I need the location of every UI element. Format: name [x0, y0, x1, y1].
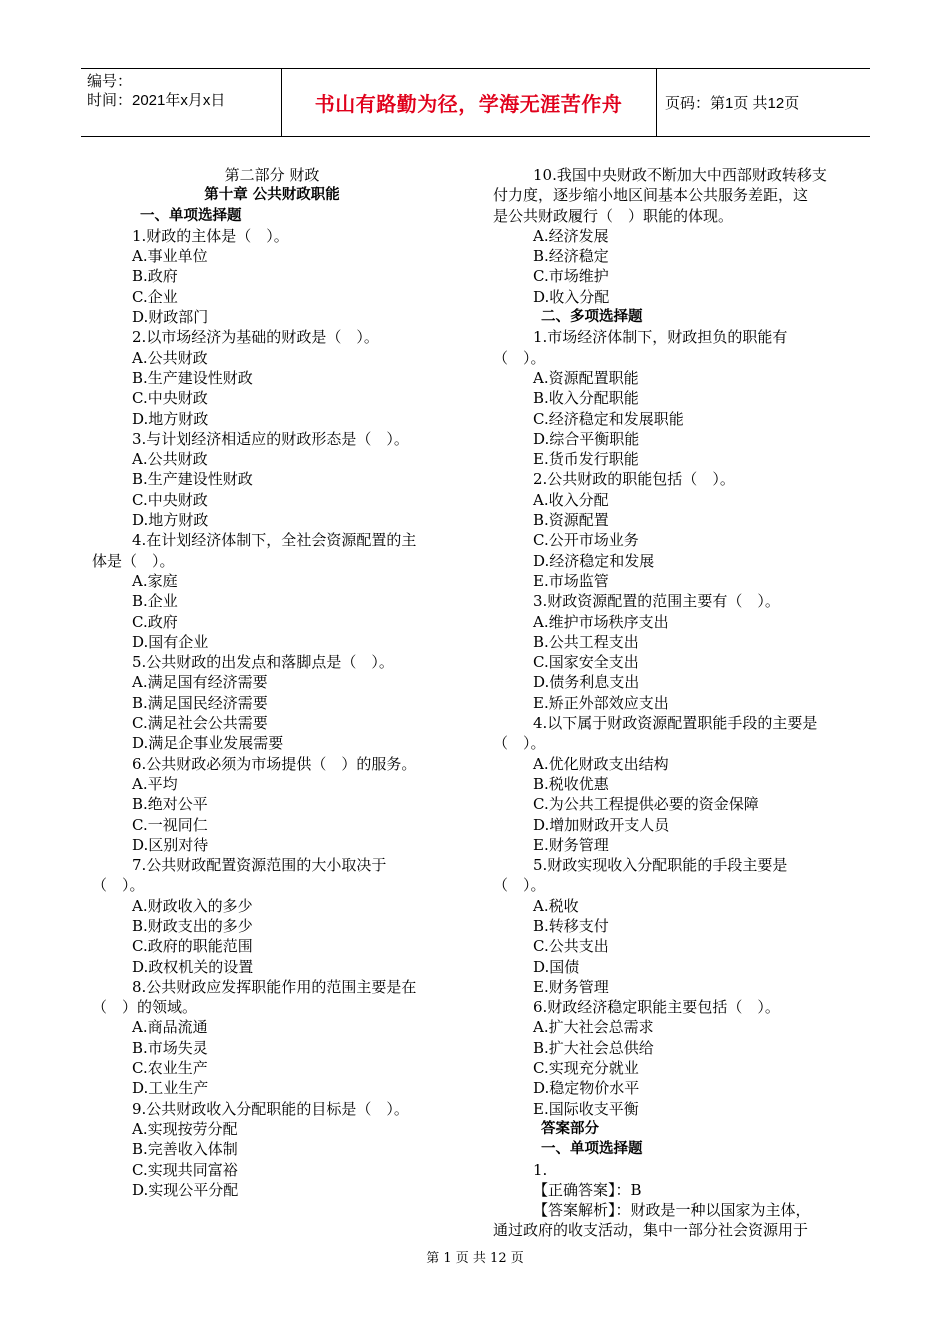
text-line: A.满足国有经济需要 [132, 673, 268, 692]
text-line: 第十章 公共财政职能 [204, 187, 340, 204]
text-line: D.政权机关的设置 [132, 957, 254, 976]
text-line: A.实现按劳分配 [132, 1119, 238, 1138]
text-line: 第二部分 财政 [224, 166, 320, 184]
text-line: A.事业单位 [132, 247, 208, 266]
text-line: 通过政府的收支活动，集中一部分社会资源用于 [493, 1221, 809, 1240]
text-line: A.财政收入的多少 [132, 896, 253, 915]
text-line: C.政府的职能范围 [132, 937, 253, 956]
text-line: C.满足社会公共需要 [132, 714, 268, 733]
text-line: E.财务管理 [533, 977, 609, 996]
text-line: C.公开市场业务 [533, 531, 639, 550]
text-line: 6.财政经济稳定职能主要包括（ ）。 [533, 998, 780, 1017]
text-line: 3.与计划经济相适应的财政形态是（ ）。 [132, 429, 409, 448]
text-line: E.矫正外部效应支出 [533, 693, 669, 712]
text-line: A.扩大社会总需求 [533, 1018, 654, 1037]
text-line: B.收入分配职能 [533, 389, 639, 408]
text-line: C.企业 [132, 287, 178, 306]
text-line: （ ）的领域。 [92, 998, 198, 1017]
text-line: 体是（ ）。 [92, 551, 175, 570]
text-line: B.税收优惠 [533, 774, 609, 793]
text-line: D.工业生产 [132, 1079, 209, 1098]
text-line: 10.我国中央财政不断加大中西部财政转移支 [533, 166, 827, 184]
text-line: D.地方财政 [132, 511, 209, 530]
text-line: 4.以下属于财政资源配置职能手段的主要是 [533, 714, 818, 733]
header-meta [87, 72, 225, 110]
text-line: 【正确答案】：B [533, 1180, 642, 1199]
text-line: A.商品流通 [132, 1018, 208, 1037]
left-column [92, 165, 452, 1200]
text-line: 二、多项选择题 [541, 309, 643, 326]
text-line: C.中央财政 [132, 389, 208, 408]
text-line: C.中央财政 [132, 490, 208, 509]
text-line: C.市场维护 [533, 267, 609, 286]
text-line: B.财政支出的多少 [132, 916, 253, 935]
text-line: C.为公共工程提供必要的资金保障 [533, 795, 759, 814]
text-line: A.家庭 [132, 571, 178, 590]
text-line: B.生产建设性财政 [132, 368, 253, 387]
text-line: A.资源配置职能 [533, 368, 639, 387]
text-line: D.稳定物价水平 [533, 1079, 640, 1098]
text-line: B.政府 [132, 267, 178, 286]
text-line: 4.在计划经济体制下，全社会资源配置的主 [132, 531, 417, 550]
text-line: B.满足国民经济需要 [132, 693, 268, 712]
header-divider-right [656, 69, 657, 136]
text-line: （ ）。 [493, 734, 546, 753]
text-line: 是公共财政履行（ ）职能的体现。 [493, 206, 734, 225]
text-line: （ ）。 [92, 876, 145, 895]
text-line: D.实现公平分配 [132, 1180, 239, 1199]
text-line: B.资源配置 [533, 511, 609, 530]
text-line: D.满足企事业发展需要 [132, 734, 284, 753]
page-header [81, 68, 870, 137]
text-line: B.企业 [132, 592, 178, 611]
text-line: E.财务管理 [533, 835, 609, 854]
text-line: D.国有企业 [132, 632, 209, 651]
page-footer: 第 1 页 共 12 页 [426, 1251, 524, 1266]
text-line: B.绝对公平 [132, 795, 208, 814]
text-line: A.公共财政 [132, 348, 208, 367]
text-line: （ ）。 [493, 876, 546, 895]
text-line: A.收入分配 [533, 490, 609, 509]
text-line: D.债务利息支出 [533, 673, 640, 692]
text-line: B.生产建设性财政 [132, 470, 253, 489]
text-line: A.优化财政支出结构 [533, 754, 669, 773]
text-line: A.公共财政 [132, 450, 208, 469]
text-line: 答案部分 [541, 1120, 599, 1137]
text-line: B.经济稳定 [533, 247, 609, 266]
text-line: B.转移支付 [533, 916, 609, 935]
text-line: D.国债 [533, 957, 580, 976]
text-line: C.实现共同富裕 [132, 1160, 238, 1179]
page-info: 页码：第1页 共12页 [665, 95, 800, 112]
text-line: D.增加财政开支人员 [533, 815, 670, 834]
text-line: （ ）。 [493, 348, 546, 367]
text-line: 5.财政实现收入分配职能的手段主要是 [533, 856, 788, 875]
text-line: 9.公共财政收入分配职能的目标是（ ）。 [132, 1099, 409, 1118]
text-line: C.经济稳定和发展职能 [533, 409, 684, 428]
text-line: A.维护市场秩序支出 [533, 612, 669, 631]
header-motto: 书山有路勤为径，学海无涯苦作舟 [314, 92, 623, 116]
text-line: A.税收 [533, 896, 579, 915]
text-line: C.政府 [132, 612, 178, 631]
text-line: 8.公共财政应发挥职能作用的范围主要是在 [132, 977, 417, 996]
document-number-label: 编号： [87, 73, 133, 90]
text-line: D.综合平衡职能 [533, 429, 640, 448]
right-column [493, 165, 863, 1241]
text-line: C.国家安全支出 [533, 653, 639, 672]
text-line: 1. [533, 1160, 548, 1179]
text-line: E.货币发行职能 [533, 450, 639, 469]
text-line: 【答案解析】：财政是一种以国家为主体， [533, 1201, 811, 1220]
text-line: D.区别对待 [132, 835, 209, 854]
text-line: D.地方财政 [132, 409, 209, 428]
text-line: C.农业生产 [132, 1059, 208, 1078]
text-line: C.公共支出 [533, 937, 609, 956]
text-line: C.实现充分就业 [533, 1059, 639, 1078]
text-line: D.收入分配 [533, 287, 610, 306]
text-line: E.市场监管 [533, 571, 609, 590]
text-line: 7.公共财政配置资源范围的大小取决于 [132, 856, 387, 875]
text-line: 6.公共财政必须为市场提供（ ）的服务。 [132, 754, 417, 773]
text-line: C.一视同仁 [132, 815, 208, 834]
text-line: E.国际收支平衡 [533, 1099, 639, 1118]
text-line: 2.公共财政的职能包括（ ）。 [533, 470, 735, 489]
text-line: B.公共工程支出 [533, 632, 639, 651]
text-line: A.经济发展 [533, 226, 609, 245]
text-line: 一、单项选择题 [541, 1141, 643, 1158]
text-line: A.平均 [132, 774, 178, 793]
text-line: 2.以市场经济为基础的财政是（ ）。 [132, 328, 379, 347]
text-line: B.市场失灵 [132, 1038, 208, 1057]
text-line: 5.公共财政的出发点和落脚点是（ ）。 [132, 653, 394, 672]
document-date: 时间：2021年x月x日 [87, 92, 226, 109]
text-line: 3.财政资源配置的范围主要有（ ）。 [533, 592, 780, 611]
text-line: D.经济稳定和发展 [533, 551, 655, 570]
text-line: 1.市场经济体制下，财政担负的职能有 [533, 328, 788, 347]
text-line: B.完善收入体制 [132, 1140, 238, 1159]
text-line: B.扩大社会总供给 [533, 1038, 654, 1057]
text-line: 付力度，逐步缩小地区间基本公共服务差距，这 [493, 186, 809, 205]
text-line: 一、单项选择题 [140, 207, 242, 224]
text-line: D.财政部门 [132, 308, 209, 327]
text-line: 1.财政的主体是（ ）。 [132, 226, 289, 245]
